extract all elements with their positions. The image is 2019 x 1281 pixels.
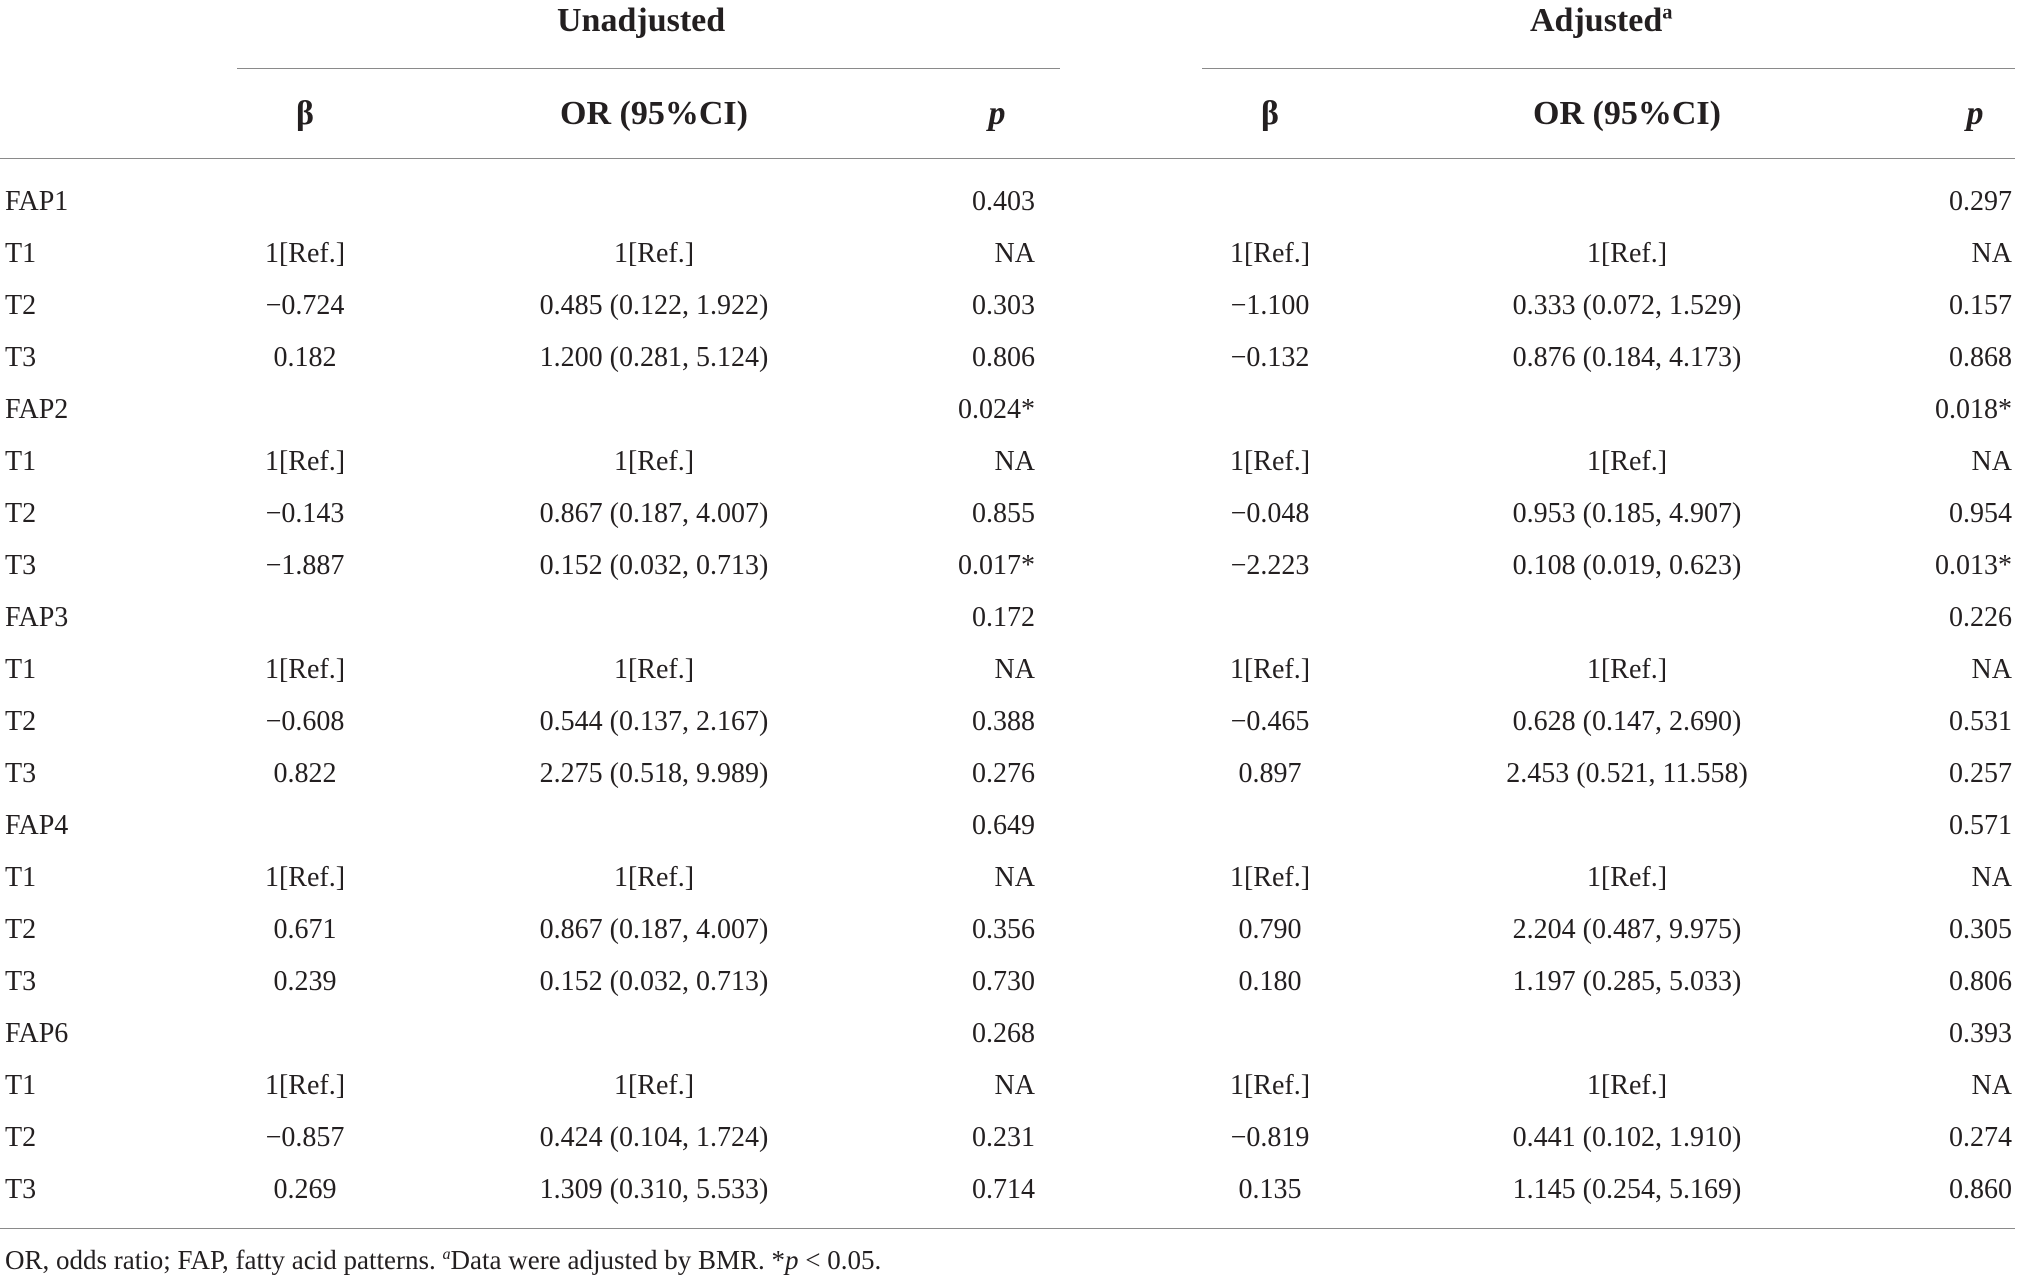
- unadjusted-or-header: OR (95%CI): [560, 95, 748, 132]
- adjusted-beta-cell: 0.790: [1238, 914, 1302, 945]
- unadjusted-beta-cell: −0.857: [265, 1122, 345, 1153]
- adjusted-p-header: p: [1966, 95, 1984, 132]
- adjusted-label: Adjusted: [1530, 2, 1663, 39]
- adjusted-or-cell: 2.453 (0.521, 11.558): [1506, 758, 1748, 789]
- unadjusted-beta-cell: 1[Ref.]: [264, 446, 346, 477]
- adjusted-or-cell: 0.876 (0.184, 4.173): [1512, 342, 1742, 373]
- footnote-adjusted-note: Data were adjusted by BMR. *: [450, 1245, 785, 1275]
- unadjusted-p-cell: NA: [994, 1070, 1035, 1101]
- unadjusted-or-cell: 1[Ref.]: [613, 238, 695, 269]
- adjusted-p-cell: NA: [1971, 446, 2012, 477]
- unadjusted-p-cell: NA: [994, 446, 1035, 477]
- unadjusted-or-cell: 1.309 (0.310, 5.533): [539, 1174, 769, 1205]
- row-label: T3: [5, 342, 37, 373]
- row-label: T2: [5, 706, 37, 737]
- unadjusted-group-rule: [237, 68, 1060, 69]
- adjusted-or-cell: 1[Ref.]: [1586, 862, 1668, 893]
- row-label: T1: [5, 238, 37, 269]
- unadjusted-beta-cell: −0.724: [265, 290, 345, 321]
- unadjusted-beta-cell: 0.822: [273, 758, 337, 789]
- adjusted-beta-header: β: [1261, 95, 1279, 132]
- adjusted-p-cell: 0.860: [1949, 1174, 2012, 1205]
- adjusted-or-cell: 2.204 (0.487, 9.975): [1512, 914, 1742, 945]
- unadjusted-beta-cell: 0.182: [273, 342, 337, 373]
- adjusted-or-cell: 0.441 (0.102, 1.910): [1512, 1122, 1742, 1153]
- unadjusted-p-cell: NA: [994, 862, 1035, 893]
- adjusted-p-cell: 0.531: [1949, 706, 2012, 737]
- adjusted-p-cell: 0.571: [1949, 810, 2012, 841]
- table-footnote: [5, 1245, 881, 1276]
- footnote-abbreviations: OR, odds ratio; FAP, fatty acid patterns.: [5, 1245, 443, 1275]
- row-label: FAP6: [5, 1018, 69, 1049]
- adjusted-beta-cell: 1[Ref.]: [1229, 654, 1311, 685]
- unadjusted-beta-cell: 0.671: [273, 914, 337, 945]
- adjusted-beta-cell: 0.897: [1238, 758, 1302, 789]
- footnote-threshold: < 0.05.: [798, 1245, 882, 1275]
- unadjusted-or-cell: 0.152 (0.032, 0.713): [539, 550, 769, 581]
- unadjusted-p-header: p: [988, 95, 1006, 132]
- adjusted-or-header: OR (95%CI): [1533, 95, 1721, 132]
- adjusted-or-cell: 0.628 (0.147, 2.690): [1512, 706, 1742, 737]
- unadjusted-group-header: [557, 2, 725, 40]
- unadjusted-or-cell: 1[Ref.]: [613, 1070, 695, 1101]
- adjusted-beta-cell: −0.132: [1230, 342, 1310, 373]
- adjusted-or-cell: 1[Ref.]: [1586, 1070, 1668, 1101]
- adjusted-p-cell: 0.274: [1949, 1122, 2012, 1153]
- row-label: T2: [5, 498, 37, 529]
- adjusted-group-rule: [1202, 68, 2015, 69]
- unadjusted-p-cell: 0.356: [972, 914, 1035, 945]
- unadjusted-p-cell: 0.172: [972, 602, 1035, 633]
- row-label: T1: [5, 446, 37, 477]
- unadjusted-beta-cell: 1[Ref.]: [264, 1070, 346, 1101]
- footnote-p-symbol: p: [784, 1245, 799, 1275]
- unadjusted-p-cell: 0.649: [972, 810, 1035, 841]
- unadjusted-beta-cell: 0.269: [273, 1174, 337, 1205]
- unadjusted-p-cell: 0.231: [972, 1122, 1035, 1153]
- row-label: T3: [5, 758, 37, 789]
- unadjusted-p-cell: 0.303: [972, 290, 1035, 321]
- unadjusted-p-cell: 0.806: [972, 342, 1035, 373]
- row-label: FAP2: [5, 394, 69, 425]
- unadjusted-or-cell: 1.200 (0.281, 5.124): [539, 342, 769, 373]
- unadjusted-beta-cell: 1[Ref.]: [264, 862, 346, 893]
- adjusted-or-cell: 0.953 (0.185, 4.907): [1512, 498, 1742, 529]
- adjusted-beta-cell: 0.180: [1238, 966, 1302, 997]
- unadjusted-or-cell: 1[Ref.]: [613, 862, 695, 893]
- unadjusted-or-cell: 0.867 (0.187, 4.007): [539, 914, 769, 945]
- adjusted-p-cell: 0.257: [1949, 758, 2012, 789]
- unadjusted-p-cell: 0.017*: [958, 550, 1035, 581]
- adjusted-p-cell: NA: [1971, 238, 2012, 269]
- unadjusted-p-cell: 0.388: [972, 706, 1035, 737]
- adjusted-p-cell: NA: [1971, 862, 2012, 893]
- footnote-sup-a: a: [442, 1245, 451, 1263]
- adjusted-or-cell: 1[Ref.]: [1586, 446, 1668, 477]
- adjusted-group-header: [1530, 2, 1672, 40]
- adjusted-or-cell: 1[Ref.]: [1586, 238, 1668, 269]
- adjusted-p-cell: 0.018*: [1935, 394, 2012, 425]
- bottom-rule: [0, 1228, 2015, 1229]
- adjusted-p-cell: 0.868: [1949, 342, 2012, 373]
- adjusted-p-cell: 0.806: [1949, 966, 2012, 997]
- adjusted-or-cell: 1.145 (0.254, 5.169): [1512, 1174, 1742, 1205]
- unadjusted-or-cell: 1[Ref.]: [613, 654, 695, 685]
- unadjusted-p-cell: 0.403: [972, 186, 1035, 217]
- row-label: T3: [5, 966, 37, 997]
- adjusted-beta-cell: −0.465: [1230, 706, 1310, 737]
- unadjusted-or-cell: 2.275 (0.518, 9.989): [539, 758, 769, 789]
- unadjusted-beta-cell: 1[Ref.]: [264, 654, 346, 685]
- row-label: FAP1: [5, 186, 69, 217]
- adjusted-superscript: a: [1662, 1, 1673, 24]
- adjusted-p-cell: 0.226: [1949, 602, 2012, 633]
- unadjusted-beta-cell: −1.887: [265, 550, 345, 581]
- adjusted-p-cell: 0.013*: [1935, 550, 2012, 581]
- unadjusted-beta-cell: 1[Ref.]: [264, 238, 346, 269]
- unadjusted-p-cell: 0.714: [972, 1174, 1035, 1205]
- unadjusted-or-cell: 0.485 (0.122, 1.922): [539, 290, 769, 321]
- adjusted-or-cell: 1[Ref.]: [1586, 654, 1668, 685]
- row-label: T2: [5, 914, 37, 945]
- unadjusted-p-cell: NA: [994, 654, 1035, 685]
- unadjusted-p-cell: 0.855: [972, 498, 1035, 529]
- unadjusted-beta-header: β: [296, 95, 314, 132]
- unadjusted-or-cell: 0.544 (0.137, 2.167): [539, 706, 769, 737]
- row-label: T1: [5, 862, 37, 893]
- adjusted-beta-cell: −1.100: [1230, 290, 1310, 321]
- unadjusted-p-cell: NA: [994, 238, 1035, 269]
- unadjusted-p-cell: 0.276: [972, 758, 1035, 789]
- adjusted-p-cell: 0.157: [1949, 290, 2012, 321]
- row-label: FAP3: [5, 602, 69, 633]
- row-label: T2: [5, 1122, 37, 1153]
- unadjusted-label: Unadjusted: [557, 2, 726, 39]
- unadjusted-beta-cell: −0.608: [265, 706, 345, 737]
- adjusted-p-cell: 0.393: [1949, 1018, 2012, 1049]
- adjusted-beta-cell: 1[Ref.]: [1229, 446, 1311, 477]
- header-rule: [0, 158, 2015, 159]
- unadjusted-beta-cell: −0.143: [265, 498, 345, 529]
- adjusted-p-cell: NA: [1971, 1070, 2012, 1101]
- adjusted-beta-cell: −0.819: [1230, 1122, 1310, 1153]
- adjusted-beta-cell: 1[Ref.]: [1229, 238, 1311, 269]
- unadjusted-p-cell: 0.024*: [958, 394, 1035, 425]
- row-label: T1: [5, 654, 37, 685]
- unadjusted-or-cell: 0.867 (0.187, 4.007): [539, 498, 769, 529]
- unadjusted-or-cell: 1[Ref.]: [613, 446, 695, 477]
- unadjusted-beta-cell: 0.239: [273, 966, 337, 997]
- row-label: T3: [5, 550, 37, 581]
- adjusted-or-cell: 0.333 (0.072, 1.529): [1512, 290, 1742, 321]
- unadjusted-or-cell: 0.152 (0.032, 0.713): [539, 966, 769, 997]
- unadjusted-or-cell: 0.424 (0.104, 1.724): [539, 1122, 769, 1153]
- adjusted-p-cell: 0.954: [1949, 498, 2012, 529]
- row-label: T1: [5, 1070, 37, 1101]
- row-label: T2: [5, 290, 37, 321]
- adjusted-or-cell: 0.108 (0.019, 0.623): [1512, 550, 1742, 581]
- adjusted-beta-cell: 1[Ref.]: [1229, 1070, 1311, 1101]
- adjusted-p-cell: 0.305: [1949, 914, 2012, 945]
- adjusted-beta-cell: 0.135: [1238, 1174, 1302, 1205]
- unadjusted-p-cell: 0.268: [972, 1018, 1035, 1049]
- adjusted-p-cell: 0.297: [1949, 186, 2012, 217]
- unadjusted-p-cell: 0.730: [972, 966, 1035, 997]
- row-label: T3: [5, 1174, 37, 1205]
- adjusted-beta-cell: −2.223: [1230, 550, 1310, 581]
- row-label: FAP4: [5, 810, 69, 841]
- adjusted-or-cell: 1.197 (0.285, 5.033): [1512, 966, 1742, 997]
- adjusted-beta-cell: −0.048: [1230, 498, 1310, 529]
- adjusted-p-cell: NA: [1971, 654, 2012, 685]
- adjusted-beta-cell: 1[Ref.]: [1229, 862, 1311, 893]
